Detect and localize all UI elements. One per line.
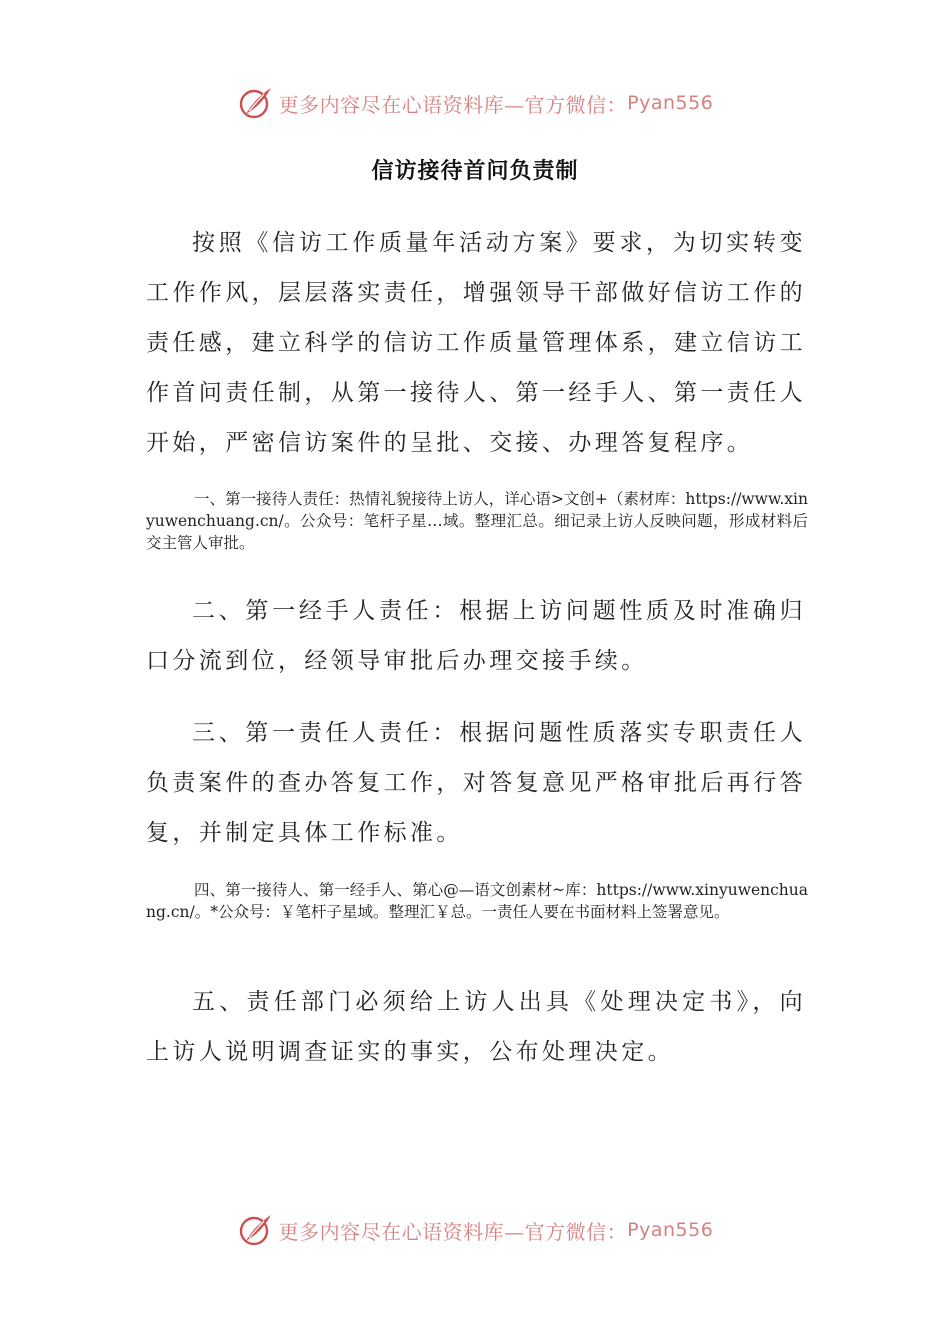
item-2-paragraph: 二、第一经手人责任：根据上访问题性质及时准确归口分流到位，经领导审批后办理交接手续。	[146, 598, 806, 674]
item-1-paragraph: 一、第一接待人责任：热情礼貌接待上访人，详心语>文创+（素材库：https://www.xinyuwenchuang.cn/。公众号：笔杆子星…域。整理汇总。细记录上访人反映问题，形成材料后交主管人审批。	[146, 490, 808, 552]
item-5-paragraph: 五、责任部门必须给上访人出具《处理决定书》，向上访人说明调查证实的事实，公布处理决定。	[146, 989, 806, 1065]
intro-paragraph: 按照《信访工作质量年活动方案》要求，为切实转变工作作风，层层落实责任，增强领导干部做好信访工作的责任感，建立科学的信访工作质量管理体系，建立信访工作首问责任制，从第一接待人、第一经手人、第一责任人开始，严密信访案件的呈批、交接、办理答复程序。	[146, 230, 806, 456]
quill-logo-icon	[237, 85, 273, 121]
quill-logo-icon	[237, 1212, 273, 1248]
wechat-id: Pyan556	[627, 1219, 714, 1241]
item-4-paragraph: 四、第一接待人、第一经手人、第心@—语文创素材~库：https://www.xinyuwenchuang.cn/。*公众号：￥笔杆子星域。整理汇￥总。一责任人要在书面材料上签署意见。	[146, 881, 808, 921]
wechat-id: Pyan556	[627, 92, 714, 114]
banner-text: 更多内容尽在心语资料库—官方微信：	[278, 1219, 628, 1244]
item-3-paragraph: 三、第一责任人责任：根据问题性质落实专职责任人负责案件的查办答复工作，对答复意见严格审批后再行答复，并制定具体工作标准。	[146, 720, 806, 846]
footer-banner	[0, 1208, 950, 1252]
header-banner	[0, 81, 950, 125]
banner-text: 更多内容尽在心语资料库—官方微信：	[278, 92, 628, 117]
page-title: 信访接待首问负责制	[371, 159, 579, 184]
